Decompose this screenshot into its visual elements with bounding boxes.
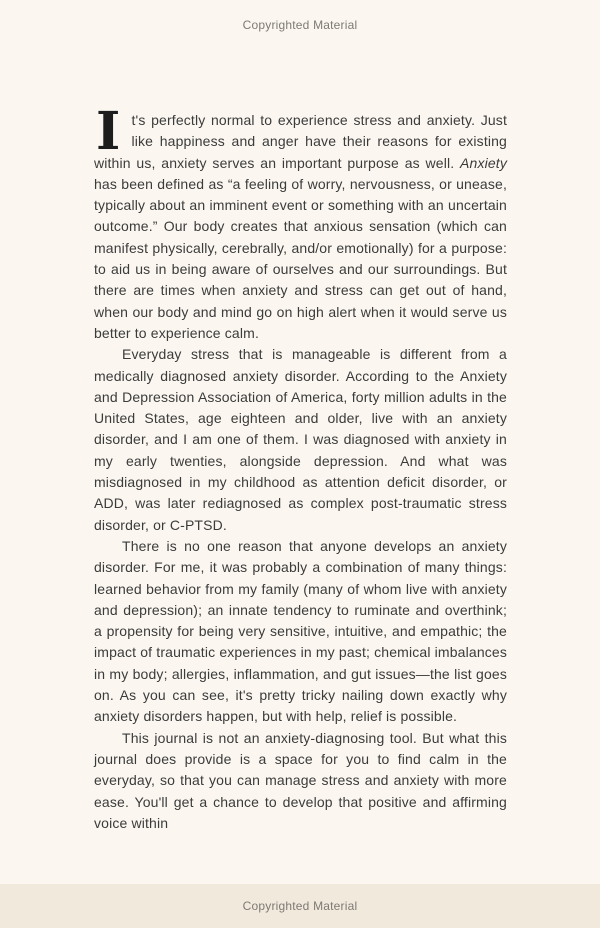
text-segment: Everyday stress that is manageable is different from a medically diagnosed anxiety disorder. According to the Anxiety and Depression Association of America, forty million adults in the United States, age eighteen and older, live with an anxiety disorder, and I am one of them. I was diagnosed with anxiety in my early twenties, alongside depression. And what was misdiagnosed in my childhood as attention deficit disorder, or ADD, was later rediagnosed as complex post-traumatic stress disorder, or C-PTSD. <box>94 346 507 533</box>
text-segment: This journal is not an anxiety-diagnosing tool. But what this journal does provide is a space for you to find calm in the everyday, so that you can manage stress and anxiety with more ease. You'll get a chance to develop that positive and affirming voice within <box>94 729 507 831</box>
body-text-block <box>94 101 507 834</box>
paragraph <box>94 728 507 834</box>
paragraph <box>94 101 507 344</box>
text-segment: There is no one reason that anyone develops an anxiety disorder. For me, it was probably a combination of many things: learned behavior from my family (many of whom live with anxiety and depression); an innate tendency to ruminate and overthink; a propensity for being very sensitive, intuitive, and empathic; the impact of traumatic experiences in my past; chemical imbalances in my body; allergies, inflammation, and gut issues—the list goes on. As you can see, it's pretty tricky nailing down exactly why anxiety disorders happen, but with help, relief is possible. <box>94 537 507 725</box>
paragraph <box>94 536 507 728</box>
bottom-copyright-notice: Copyrighted Material <box>242 899 358 913</box>
drop-cap: I <box>96 101 121 162</box>
text-segment: t's perfectly normal to experience stress and anxiety. Just like happiness and anger have their reasons for existing within us, anxiety serves an important purpose as well. <box>94 112 507 171</box>
italic-text-segment: Anxiety <box>460 154 507 171</box>
text-segment: has been defined as “a feeling of worry, nervousness, or unease, typically about an imminent event or something with an uncertain outcome.” Our body creates that anxious sensation (which can manifest physically, cerebrally, and/or emotionally) for a purpose: to aid us in being aware of ourselves and our surroundings. But there are times when anxiety and stress can get out of hand, when our body and mind go on high alert when it would serve us better to experience calm. <box>94 175 507 341</box>
paragraph <box>94 344 507 536</box>
top-copyright-notice: Copyrighted Material <box>242 18 358 32</box>
